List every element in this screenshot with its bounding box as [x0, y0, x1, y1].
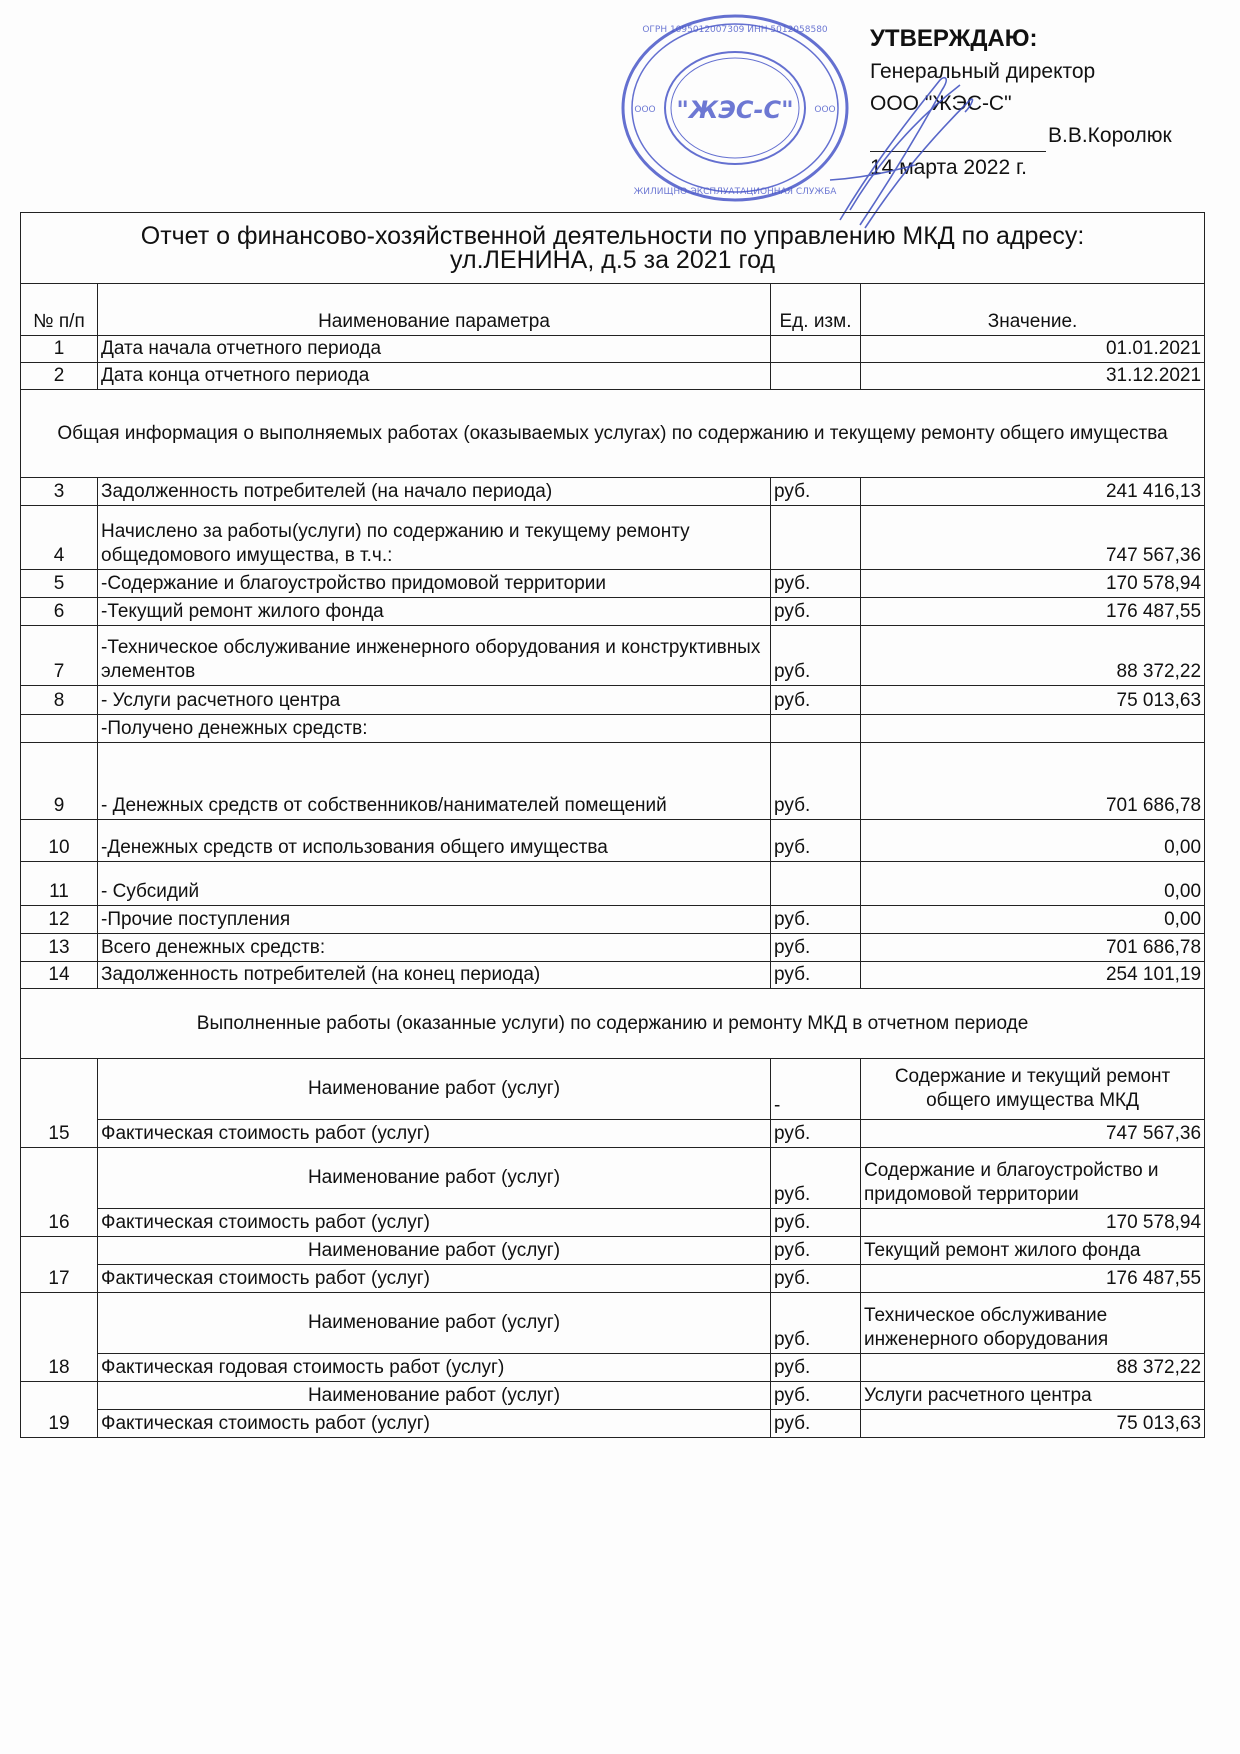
- work-cost-row: [21, 1410, 1205, 1438]
- work-name-value: Текущий ремонт жилого фонда: [861, 1237, 1205, 1265]
- row-num: 5: [21, 570, 98, 598]
- col-header-num: № п/п: [21, 284, 98, 336]
- row-num: 10: [21, 820, 98, 862]
- work-cost-value: 170 578,94: [861, 1209, 1205, 1237]
- report-title: [21, 213, 1205, 284]
- work-name-label: Наименование работ (услуг): [98, 1382, 771, 1410]
- work-name-value: Техническое обслуживание инженерного оборудования: [861, 1293, 1205, 1354]
- row-num: 4: [21, 506, 98, 570]
- row-unit: [771, 336, 861, 363]
- work-cost-label: Фактическая стоимость работ (услуг): [98, 1265, 771, 1293]
- work-name-unit: руб.: [771, 1293, 861, 1354]
- work-name-row: [21, 1293, 1205, 1354]
- col-header-value: Значение.: [861, 284, 1205, 336]
- svg-text:ЖИЛИЩНО-ЭКСПЛУАТАЦИОННАЯ СЛУЖБ: ЖИЛИЩНО-ЭКСПЛУАТАЦИОННАЯ СЛУЖБА: [633, 187, 837, 197]
- table-row: [21, 478, 1205, 506]
- work-cost-row: [21, 1120, 1205, 1148]
- work-cost-label: Фактическая стоимость работ (услуг): [98, 1410, 771, 1438]
- row-name: - Услуги расчетного центра: [98, 686, 771, 715]
- row-num: [21, 715, 98, 743]
- work-cost-row: [21, 1209, 1205, 1237]
- work-name-value: Услуги расчетного центра: [861, 1382, 1205, 1410]
- row-unit: руб.: [771, 743, 861, 820]
- row-name: Задолженность потребителей (на конец периода): [98, 962, 771, 989]
- row-unit: [771, 506, 861, 570]
- table-row: [21, 570, 1205, 598]
- work-cost-value: 75 013,63: [861, 1410, 1205, 1438]
- row-unit: руб.: [771, 598, 861, 626]
- row-unit: руб.: [771, 626, 861, 686]
- work-name-label: Наименование работ (услуг): [98, 1059, 771, 1120]
- work-cost-value: 747 567,36: [861, 1120, 1205, 1148]
- work-cost-value: 88 372,22: [861, 1354, 1205, 1382]
- row-unit: руб.: [771, 478, 861, 506]
- approval-position: Генеральный директор: [870, 60, 1096, 83]
- row-num: 14: [21, 962, 98, 989]
- row-value: 254 101,19: [861, 962, 1205, 989]
- row-name: -Содержание и благоустройство придомовой территории: [98, 570, 771, 598]
- row-num: 11: [21, 862, 98, 906]
- table-row: [21, 934, 1205, 962]
- row-name: Всего денежных средств:: [98, 934, 771, 962]
- table-row: [21, 598, 1205, 626]
- row-num: 8: [21, 686, 98, 715]
- col-header-name: Наименование параметра: [98, 284, 771, 336]
- row-value: 176 487,55: [861, 598, 1205, 626]
- table-row: [21, 906, 1205, 934]
- work-name-row: [21, 1382, 1205, 1410]
- row-value: 170 578,94: [861, 570, 1205, 598]
- row-value: 88 372,22: [861, 626, 1205, 686]
- row-num: 1: [21, 336, 98, 363]
- row-value: 0,00: [861, 906, 1205, 934]
- table-row: [21, 862, 1205, 906]
- row-value: 747 567,36: [861, 506, 1205, 570]
- row-num: 13: [21, 934, 98, 962]
- work-cost-unit: руб.: [771, 1354, 861, 1382]
- work-name-unit: руб.: [771, 1237, 861, 1265]
- work-cost-unit: руб.: [771, 1209, 861, 1237]
- table-row: [21, 962, 1205, 989]
- work-num: 15: [21, 1059, 98, 1148]
- row-unit: руб.: [771, 906, 861, 934]
- row-name: - Субсидий: [98, 862, 771, 906]
- work-name-row: [21, 1059, 1205, 1120]
- row-num: 12: [21, 906, 98, 934]
- work-num: 18: [21, 1293, 98, 1382]
- work-cost-label: Фактическая стоимость работ (услуг): [98, 1209, 771, 1237]
- row-value: 75 013,63: [861, 686, 1205, 715]
- col-header-unit: Ед. изм.: [771, 284, 861, 336]
- work-cost-label: Фактическая годовая стоимость работ (услуг): [98, 1354, 771, 1382]
- table-row: [21, 363, 1205, 390]
- work-cost-unit: руб.: [771, 1120, 861, 1148]
- section-works: Выполненные работы (оказанные услуги) по содержанию и ремонту МКД в отчетном периоде: [21, 989, 1205, 1059]
- work-name-value: Содержание и благоустройство и придомовой территории: [861, 1148, 1205, 1209]
- row-name: Дата конца отчетного периода: [98, 363, 771, 390]
- work-num: 19: [21, 1382, 98, 1438]
- seal-center-text: "ЖЭС-С": [676, 96, 794, 124]
- row-value: 0,00: [861, 862, 1205, 906]
- work-cost-row: [21, 1265, 1205, 1293]
- row-name: -Получено денежных средств:: [98, 715, 771, 743]
- work-name-unit: -: [771, 1059, 861, 1120]
- approval-date: 14 марта 2022 г.: [870, 156, 1027, 179]
- svg-text:ООО: ООО: [814, 105, 836, 115]
- row-num: 6: [21, 598, 98, 626]
- company-seal: [615, 8, 855, 208]
- row-name: -Техническое обслуживание инженерного оборудования и конструктивных элементов: [98, 626, 771, 686]
- row-value: 241 416,13: [861, 478, 1205, 506]
- table-row: [21, 820, 1205, 862]
- row-num: 9: [21, 743, 98, 820]
- work-name-unit: руб.: [771, 1382, 861, 1410]
- work-cost-value: 176 487,55: [861, 1265, 1205, 1293]
- work-cost-unit: руб.: [771, 1265, 861, 1293]
- row-unit: руб.: [771, 686, 861, 715]
- work-name-label: Наименование работ (услуг): [98, 1237, 771, 1265]
- row-name: -Денежных средств от использования общего имущества: [98, 820, 771, 862]
- row-value: 01.01.2021: [861, 336, 1205, 363]
- report-title-line1: Отчет о финансово-хозяйственной деятельности по управлению МКД по адресу:: [140, 222, 1085, 250]
- row-name: Задолженность потребителей (на начало периода): [98, 478, 771, 506]
- handwritten-signature: [820, 60, 980, 230]
- row-unit: руб.: [771, 570, 861, 598]
- work-num: 17: [21, 1237, 98, 1293]
- work-cost-row: [21, 1354, 1205, 1382]
- row-num: 3: [21, 478, 98, 506]
- svg-text:ООО: ООО: [634, 105, 656, 115]
- work-name-value: Содержание и текущий ремонт общего имущества МКД: [861, 1059, 1205, 1120]
- row-name: -Текущий ремонт жилого фонда: [98, 598, 771, 626]
- approval-heading: УТВЕРЖДАЮ:: [870, 25, 1038, 52]
- table-row: [21, 626, 1205, 686]
- table-row: [21, 336, 1205, 363]
- table-row: [21, 686, 1205, 715]
- row-unit: [771, 862, 861, 906]
- row-value: [861, 715, 1205, 743]
- section-general-info: Общая информация о выполняемых работах (оказываемых услугах) по содержанию и текущему ремонту общего имущества: [21, 390, 1205, 478]
- row-value: 31.12.2021: [861, 363, 1205, 390]
- row-value: 701 686,78: [861, 743, 1205, 820]
- work-name-label: Наименование работ (услуг): [98, 1293, 771, 1354]
- row-value: 701 686,78: [861, 934, 1205, 962]
- row-name: Начислено за работы(услуги) по содержанию и текущему ремонту общедомового имущества, в т.ч.:: [98, 506, 771, 570]
- table-row: [21, 506, 1205, 570]
- work-cost-label: Фактическая стоимость работ (услуг): [98, 1120, 771, 1148]
- report-table: [20, 212, 1205, 1438]
- row-unit: руб.: [771, 934, 861, 962]
- row-name: -Прочие поступления: [98, 906, 771, 934]
- row-unit: руб.: [771, 962, 861, 989]
- row-unit: [771, 715, 861, 743]
- row-unit: [771, 363, 861, 390]
- row-num: 2: [21, 363, 98, 390]
- row-name: Дата начала отчетного периода: [98, 336, 771, 363]
- work-name-row: [21, 1237, 1205, 1265]
- work-name-label: Наименование работ (услуг): [98, 1148, 771, 1209]
- row-num: 7: [21, 626, 98, 686]
- row-name: - Денежных средств от собственников/нанимателей помещений: [98, 743, 771, 820]
- table-row: [21, 743, 1205, 820]
- approval-signatory: В.В.Королюк: [1048, 124, 1172, 147]
- approval-company: ООО "ЖЭС-С": [870, 92, 1012, 115]
- work-cost-unit: руб.: [771, 1410, 861, 1438]
- svg-text:ОГРН 1095012007309 ИНН 5012058: ОГРН 1095012007309 ИНН 5012058580: [642, 25, 828, 35]
- work-name-unit: руб.: [771, 1148, 861, 1209]
- report-title-line2: ул.ЛЕНИНА, д.5 за 2021 год: [450, 246, 776, 274]
- work-num: 16: [21, 1148, 98, 1237]
- work-name-row: [21, 1148, 1205, 1209]
- table-row: [21, 715, 1205, 743]
- row-unit: руб.: [771, 820, 861, 862]
- row-value: 0,00: [861, 820, 1205, 862]
- header-row: [21, 284, 1205, 336]
